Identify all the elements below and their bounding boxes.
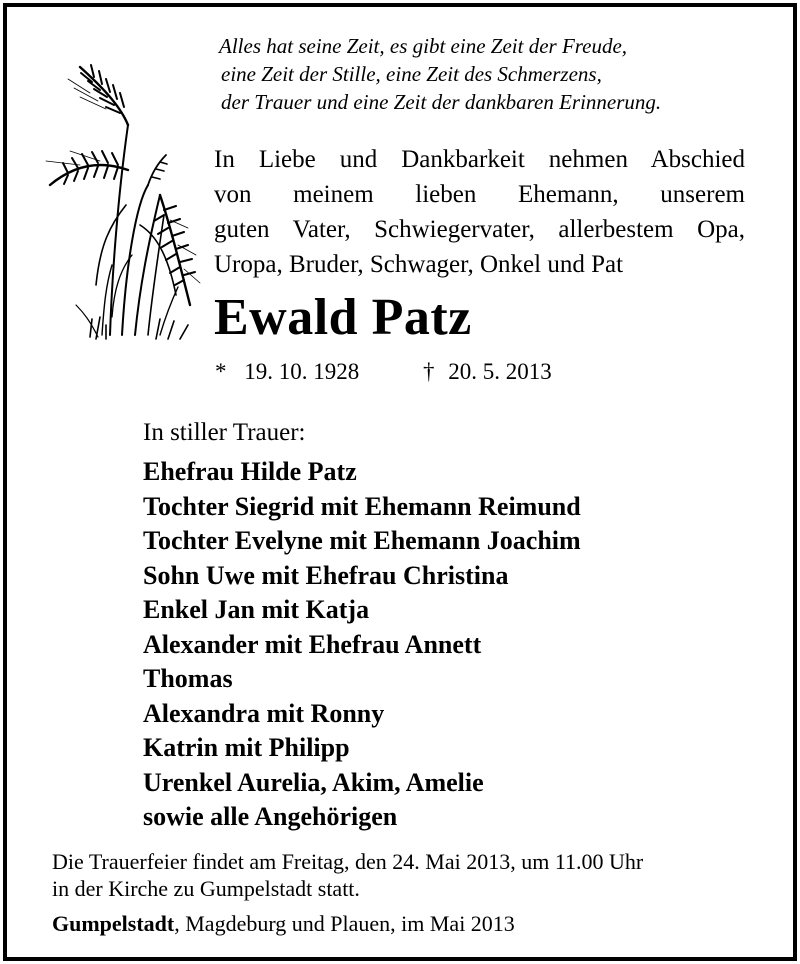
quote-line: Alles hat seine Zeit, es gibt eine Zeit der Freude, xyxy=(219,34,628,58)
deceased-name: Ewald Patz xyxy=(214,289,472,346)
family-member: Ehefrau Hilde Patz xyxy=(143,457,357,486)
family-member: Sohn Uwe mit Ehefrau Christina xyxy=(143,560,509,590)
family-member: Tochter Evelyne mit Ehemann Joachim xyxy=(143,526,581,555)
intro-line: Uropa, Bruder, Schwager, Onkel und Pat xyxy=(214,251,624,278)
intro-line: von meinem lieben Ehemann, unserem xyxy=(214,181,745,208)
service-line: Die Trauerfeier findet am Freitag, den 24. Mai 2013, um 11.00 Uhr xyxy=(52,849,644,874)
family-member: Alexandra mit Ronny xyxy=(143,698,385,728)
intro-text xyxy=(214,142,745,282)
birth-date: 19. 10. 1928 xyxy=(244,359,360,384)
quote-line: eine Zeit der Stille, eine Zeit des Schmerzens, xyxy=(221,62,602,86)
family-list xyxy=(143,455,581,835)
intro-line: In Liebe und Dankbarkeit nehmen Abschied xyxy=(214,146,745,173)
family-member: Thomas xyxy=(143,664,233,693)
mourning-label: In stiller Trauer: xyxy=(143,419,306,446)
death-symbol: † xyxy=(423,359,435,384)
life-dates xyxy=(215,357,552,387)
place-and-date xyxy=(52,910,515,938)
place-rest: , Magdeburg und Plauen, im Mai 2013 xyxy=(174,911,515,936)
place-town: Gumpelstadt xyxy=(52,911,175,936)
death-date: 20. 5. 2013 xyxy=(448,359,552,384)
quote-line: der Trauer und eine Zeit der dankbaren Erinnerung. xyxy=(221,90,662,114)
family-member: sowie alle Angehörigen xyxy=(143,802,398,831)
family-member: Tochter Siegrid mit Ehemann Reimund xyxy=(143,491,581,521)
birth-symbol: * xyxy=(215,359,227,384)
service-line: in der Kirche zu Gumpelstadt statt. xyxy=(52,876,360,901)
family-member: Urenkel Aurelia, Akim, Amelie xyxy=(143,767,484,797)
intro-line: guten Vater, Schwiegervater, allerbestem Opa, xyxy=(214,216,745,243)
family-member: Alexander mit Ehefrau Annett xyxy=(143,629,482,659)
family-member: Katrin mit Philipp xyxy=(143,733,350,762)
family-member: Enkel Jan mit Katja xyxy=(143,595,370,624)
quote xyxy=(219,32,759,116)
wheat-icon xyxy=(40,55,205,345)
service-info xyxy=(52,848,643,902)
